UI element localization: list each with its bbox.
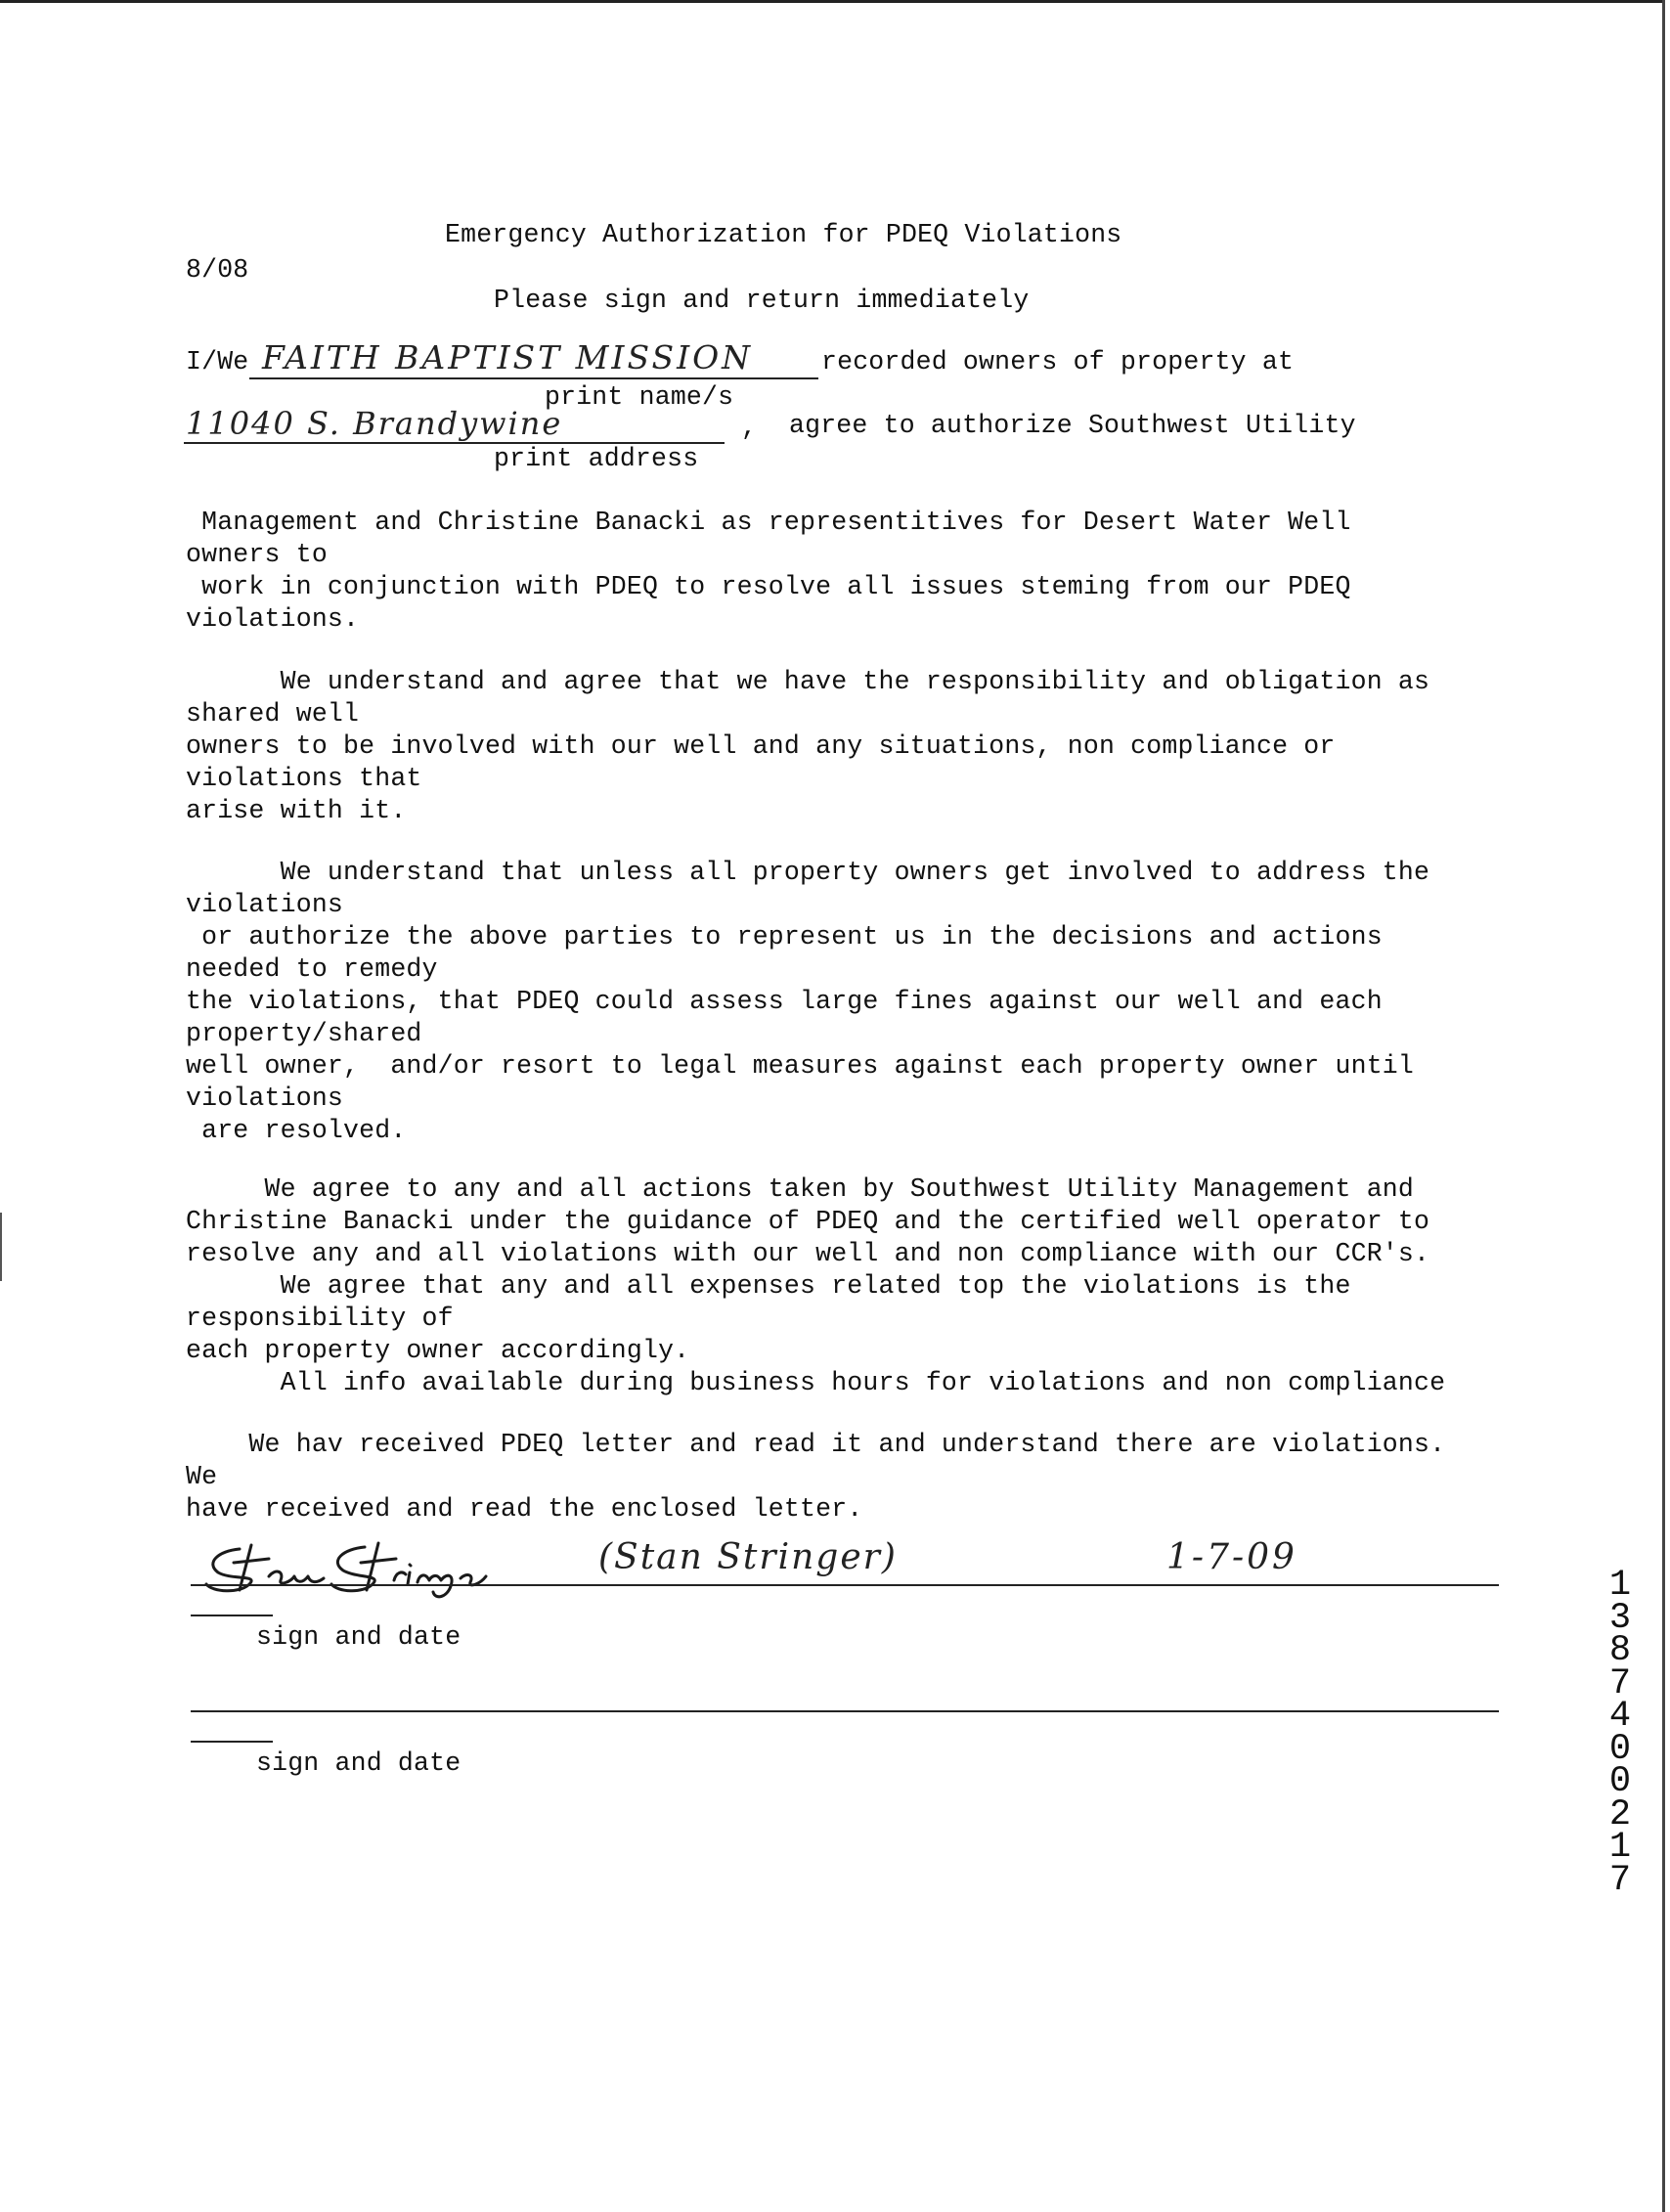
owner-name-handwritten: FAITH BAPTIST MISSION: [262, 338, 754, 376]
form-title: Emergency Authorization for PDEQ Violations: [445, 220, 1122, 249]
bates-digit: 1: [1608, 1565, 1632, 1606]
bates-digit: 0: [1608, 1761, 1632, 1802]
address-comma: ,: [741, 413, 758, 442]
paragraph-3-line-1: We understand that unless all property owners get involved to address the: [186, 858, 1430, 887]
print-names-caption: print name/s: [545, 382, 734, 412]
paragraph-1-line-1: Management and Christine Banacki as representitives for Desert Water Well: [186, 508, 1351, 537]
paragraph-1-line-3: work in conjunction with PDEQ to resolve all issues steming from our PDEQ: [186, 572, 1351, 601]
paragraph-4-line-7: All info available during business hours for violations and non compliance: [186, 1368, 1446, 1397]
paragraph-3-line-3: or authorize the above parties to represent us in the decisions and actions: [186, 922, 1383, 951]
paragraph-4-line-4: We agree that any and all expenses related top the violations is the: [186, 1271, 1351, 1301]
instruction-line: Please sign and return immediately: [494, 286, 1030, 315]
signature-line-1: [191, 1584, 1499, 1586]
bates-digit: 2: [1608, 1793, 1632, 1836]
bates-digit: 3: [1608, 1597, 1632, 1639]
bates-digit: 0: [1608, 1728, 1632, 1770]
scan-edge-mark: [0, 1213, 2, 1281]
paragraph-4-line-5: responsibility of: [186, 1304, 454, 1333]
paragraph-2-line-2: shared well: [186, 699, 360, 729]
signature-printed-name-handwritten: (Stan Stringer): [598, 1537, 898, 1577]
scan-right-border: [1662, 0, 1665, 2212]
agree-authorize-text: agree to authorize Southwest Utility: [789, 411, 1356, 440]
bates-digit: 1: [1608, 1827, 1632, 1868]
signature-date-handwritten: 1-7-09: [1166, 1537, 1297, 1577]
sign-caption-1: sign and date: [256, 1622, 461, 1652]
paragraph-3-line-9: are resolved.: [186, 1116, 407, 1145]
bates-digit: 4: [1608, 1696, 1632, 1737]
paragraph-3-line-8: violations: [186, 1084, 344, 1113]
address-handwritten: 11040 S. Brandywine: [186, 405, 563, 442]
paragraph-5-line-3: have received and read the enclosed letter.: [186, 1494, 863, 1524]
bates-digit: 8: [1608, 1630, 1632, 1671]
date-code: 8/08: [186, 255, 249, 285]
paragraph-4-line-1: We agree to any and all actions taken by Southwest Utility Management and: [186, 1174, 1415, 1204]
paragraph-2-line-4: violations that: [186, 764, 422, 793]
bates-number: [1605, 1565, 1635, 1901]
sign-caption-2: sign and date: [256, 1748, 461, 1778]
paragraph-1-line-2: owners to: [186, 540, 328, 569]
signature-line-1-stub: [191, 1615, 273, 1616]
signature-line-2: [191, 1710, 1499, 1712]
paragraph-3-line-7: well owner, and/or resort to legal measures against each property owner until: [186, 1051, 1415, 1081]
bates-digit: 7: [1608, 1859, 1632, 1901]
signature-line-2-stub: [191, 1741, 273, 1743]
signature-image: [200, 1533, 572, 1602]
paragraph-5-line-2: We: [186, 1462, 218, 1491]
paragraph-2-line-5: arise with it.: [186, 796, 407, 825]
paragraph-2-line-3: owners to be involved with our well and any situations, non compliance or: [186, 731, 1336, 761]
paragraph-1-line-4: violations.: [186, 604, 360, 634]
owner-name-line: [249, 377, 818, 379]
paragraph-3-line-6: property/shared: [186, 1019, 422, 1048]
recorded-owners-text: recorded owners of property at: [821, 347, 1295, 376]
print-address-caption: print address: [494, 444, 699, 473]
paragraph-4-line-3: resolve any and all violations with our well and non compliance with our CCR's.: [186, 1239, 1430, 1268]
paragraph-3-line-5: the violations, that PDEQ could assess large fines against our well and each: [186, 987, 1383, 1016]
scan-top-border: [0, 0, 1662, 3]
paragraph-5-line-1: We hav received PDEQ letter and read it and understand there are violations.: [186, 1430, 1446, 1459]
paragraph-2-line-1: We understand and agree that we have the responsibility and obligation as: [186, 667, 1430, 696]
paragraph-3-line-4: needed to remedy: [186, 954, 438, 984]
bates-digit: 7: [1608, 1662, 1632, 1704]
paragraph-3-line-2: violations: [186, 890, 344, 919]
iwe-label: I/We: [186, 347, 249, 376]
paragraph-4-line-2: Christine Banacki under the guidance of PDEQ and the certified well operator to: [186, 1207, 1430, 1236]
paragraph-4-line-6: each property owner accordingly.: [186, 1336, 690, 1365]
